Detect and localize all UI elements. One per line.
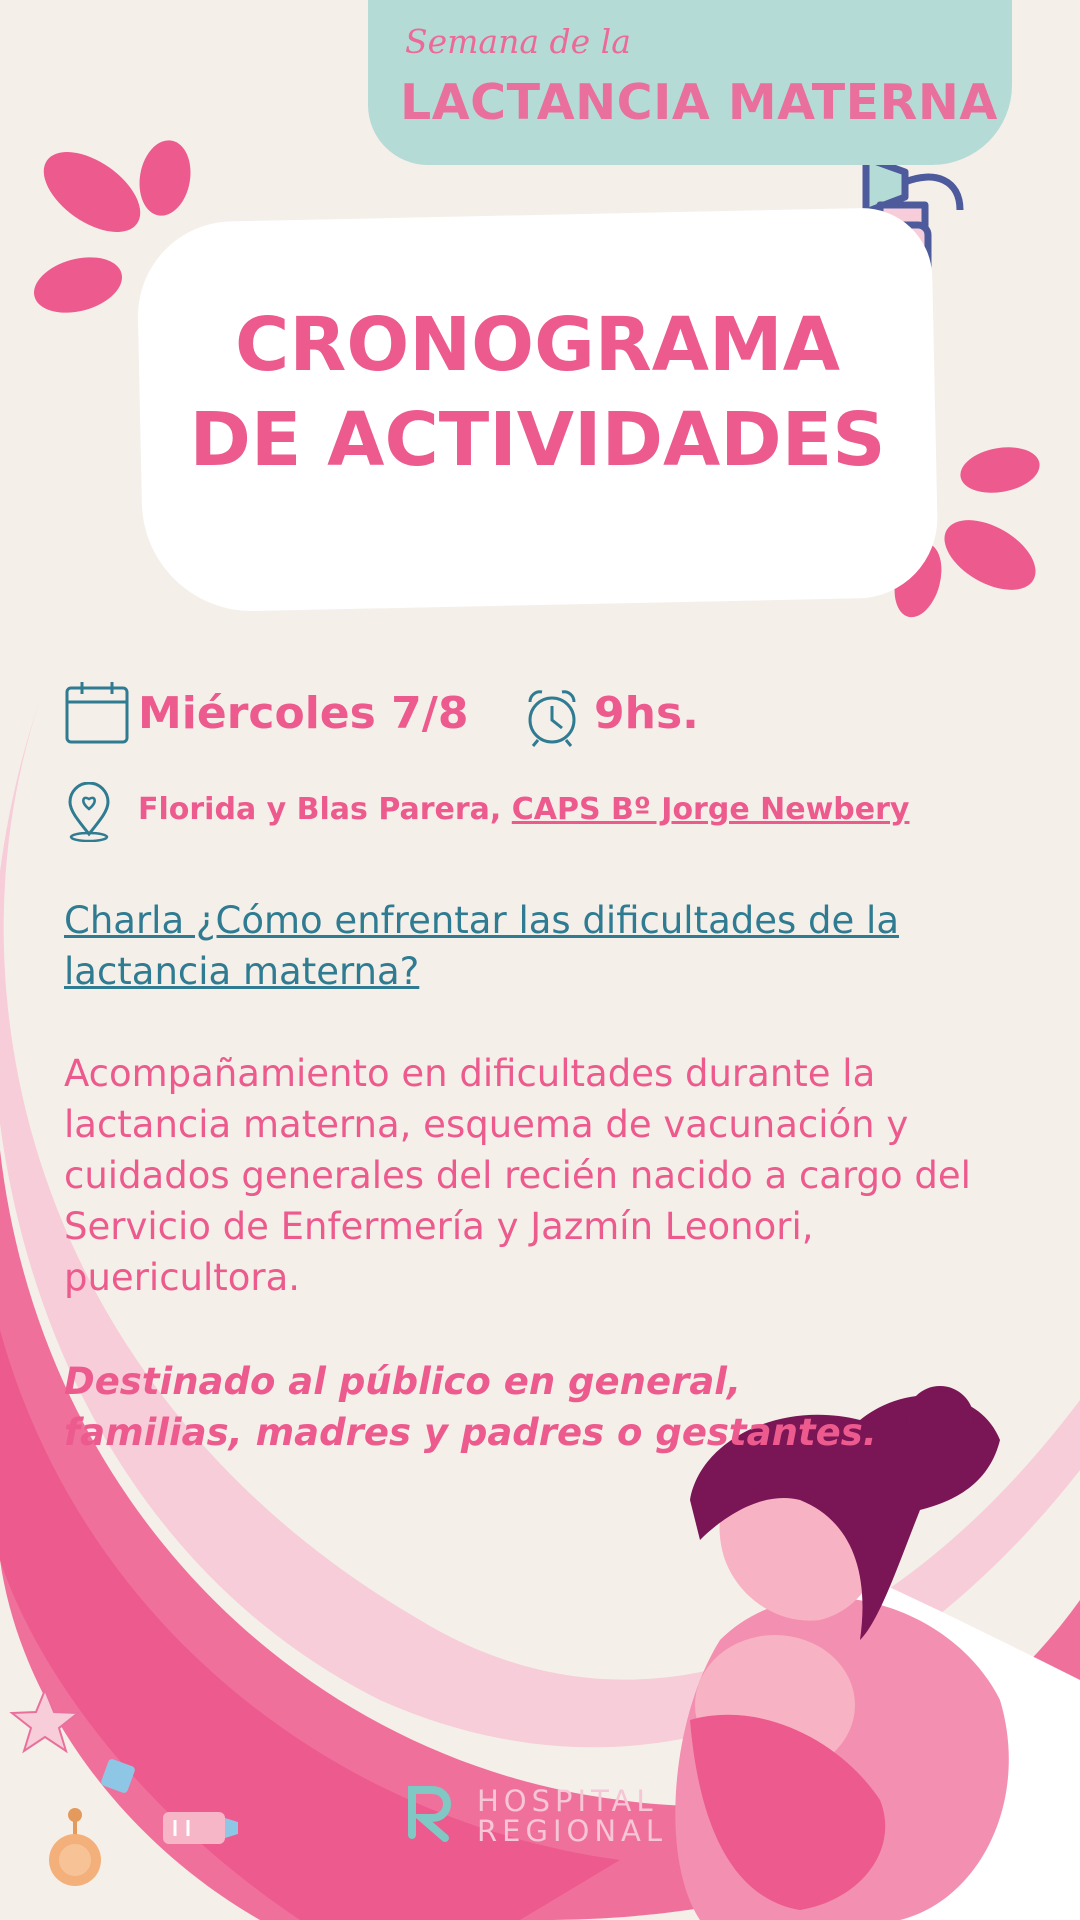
logo-line-1: HOSPITAL: [477, 1784, 658, 1818]
title-line-1: CRONOGRAMA: [235, 302, 840, 388]
target-audience: Destinado al público en general, familias, madres y padres o gestantes.: [64, 1360, 877, 1455]
location-link[interactable]: CAPS Bº Jorge Newbery: [511, 792, 910, 827]
logo-line-2: REGIONAL: [477, 1814, 668, 1849]
location-pin-icon: [66, 782, 112, 842]
header-title: LACTANCIA MATERNA: [400, 74, 998, 131]
event-location: [138, 792, 909, 827]
mother-baby-illustration-icon: [675, 1386, 1080, 1920]
talk-title-link[interactable]: Charla ¿Cómo enfrentar las dificultades de la lactancia materna?: [64, 899, 900, 994]
header-subtitle: Semana de la: [405, 22, 631, 61]
event-date: Miércoles 7/8: [138, 688, 469, 739]
hospital-logo-text: [477, 1786, 667, 1847]
page-title: [140, 298, 935, 487]
calendar-icon: [64, 680, 130, 746]
activity-description: Acompañamiento en dificultades durante la lactancia materna, esquema de vacunación y cuidados generales del recién nacido a cargo del Servicio de Enfermería y Jazmín Leonori, puericultora.: [64, 1052, 971, 1300]
event-time: 9hs.: [594, 688, 699, 739]
rattle-icon: [49, 1808, 101, 1886]
location-address: Florida y Blas Parera,: [138, 792, 512, 827]
alarm-clock-icon: [524, 688, 580, 748]
title-line-2: DE ACTIVIDADES: [189, 396, 886, 483]
